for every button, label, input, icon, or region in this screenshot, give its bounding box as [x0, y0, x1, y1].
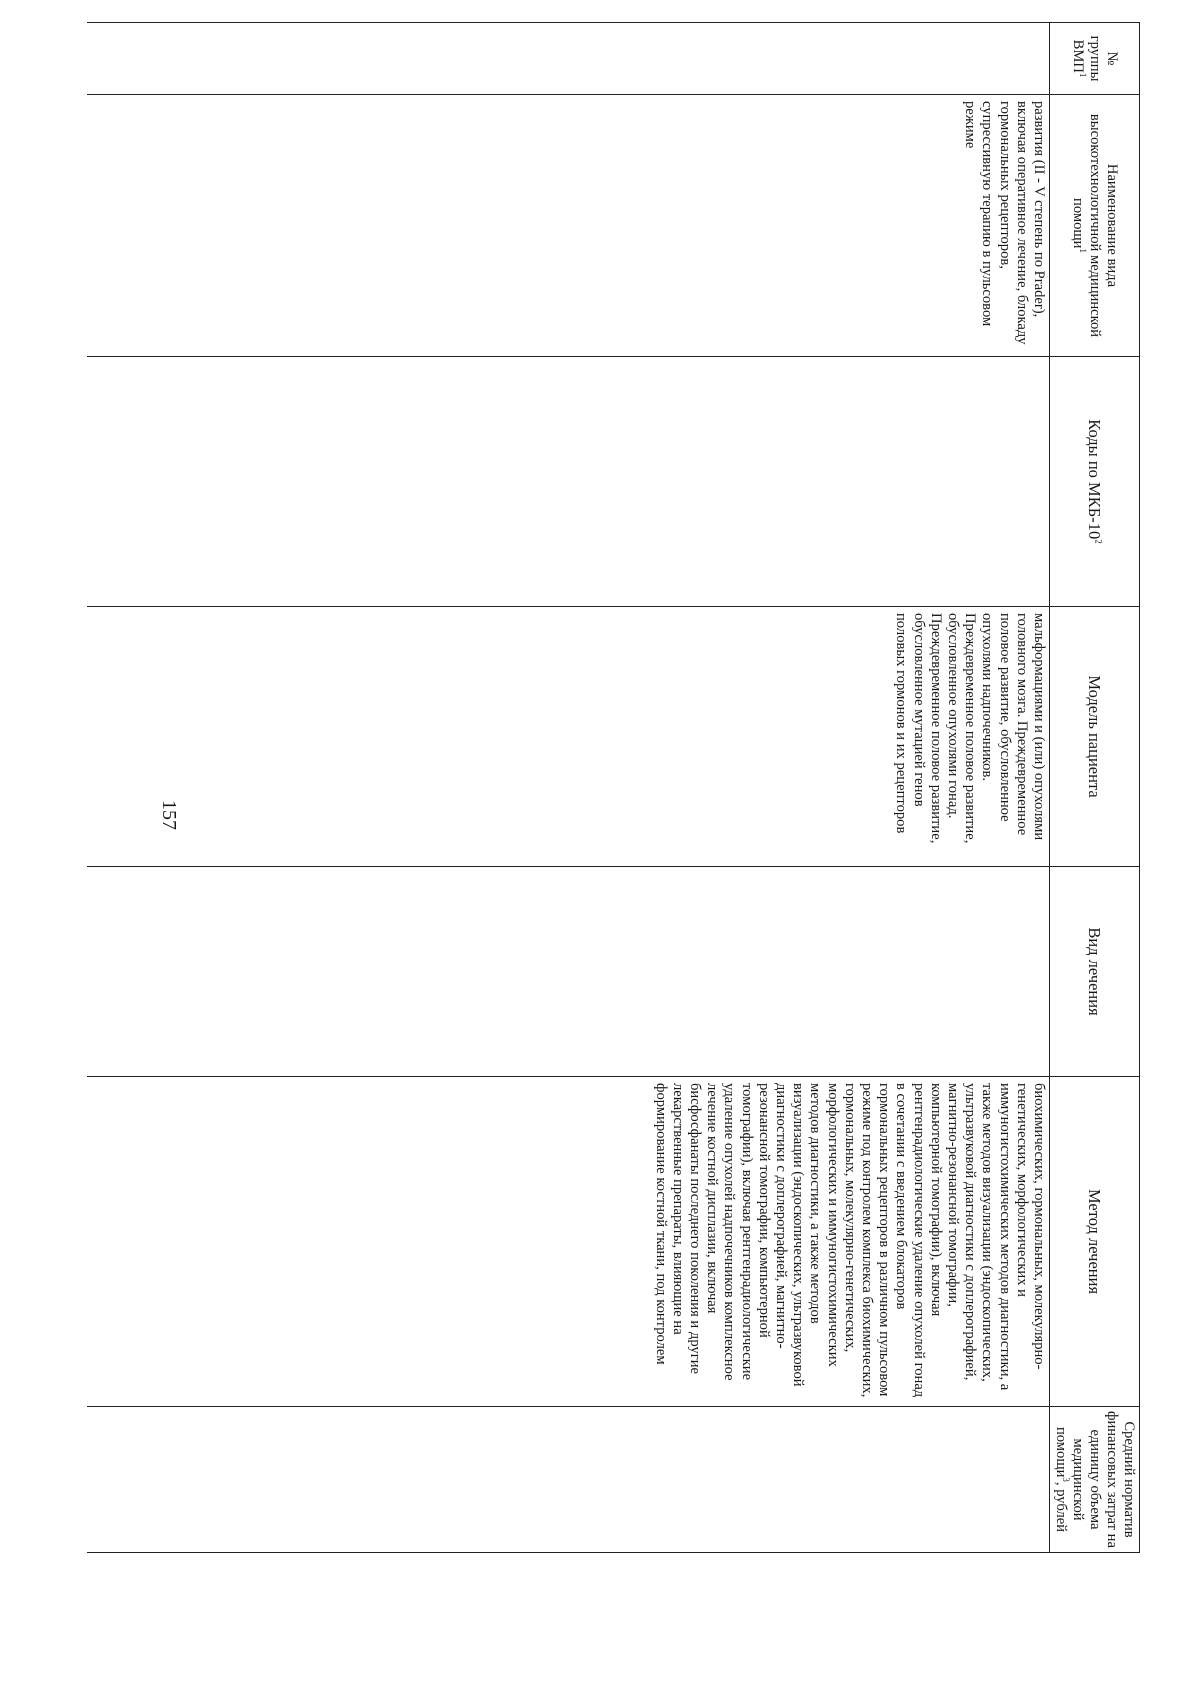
- cell-cost-norm: [87, 1407, 1050, 1553]
- cell-treatment-type: [87, 867, 1050, 1077]
- cell-vmp-name: развития (II - V степень по Prader), включая оперативное лечение, блокаду гормональных рецепторов, супрессивную терапию в пульсовом режиме: [87, 95, 1050, 357]
- cell-treatment-method: биохимических, гормональных, молекулярно-генетических, морфологических и иммуногистохимических методов диагностики, а также методов визуализации (эндоскопических, ультразвуковой диагностики с доплерографией, магнитно-резонансной томографии, компьютерной томографии), включая рентгенрадиологические удаление опухолей гонад в сочетании с введением блокаторов гормональных рецепторов в различном пульсовом режиме под контролем комплекса биохимических, гормональных, молекулярно-генетических, морфологических и иммуногистохимических методов диагностики, а также методов визуализации (эндоскопических, ультразвуковой диагностики с доплерографией, магнитно-резонансной томографии, компьютерной томографии), включая рентгенрадиологические удаление опухолей надпочечников комплексное лечение костной дисплазии, включая бисфосфанаты последнего поколения и другие лекарственные препараты, влияющие на формирование костной ткани, под контролем: [87, 1077, 1050, 1407]
- cell-patient-model: мальформациями и (или) опухолями головного мозга. Преждевременное половое развитие, обусловленное опухолями надпочечников. Преждевременное половое развитие, обусловленное опухолями гонад. Преждевременное половое развитие, обусловленное мутацией генов половых гормонов и их рецепторов: [87, 607, 1050, 867]
- cell-icd-codes: [87, 357, 1050, 607]
- header-treatment-method: Метод лечения: [1050, 1077, 1140, 1407]
- vmp-table: [87, 22, 1140, 1553]
- cell-group-no: [87, 23, 1050, 95]
- header-patient-model: Модель пациента: [1050, 607, 1140, 867]
- header-group-no: № группы ВМП$^1$: [1050, 23, 1140, 95]
- header-cost-norm: Средний норматив финансовых затрат на единицу объема медицинской помощи$^3$, рублей: [1050, 1407, 1140, 1553]
- header-icd-codes: Коды по МКБ-$10^2$: [1050, 357, 1140, 607]
- header-row: [1050, 23, 1140, 1553]
- header-treatment-type: Вид лечения: [1050, 867, 1140, 1077]
- header-vmp-name: Наименование вида высокотехнологичной медицинской помощи$^1$: [1050, 95, 1140, 357]
- page-number: 157: [158, 800, 180, 830]
- table-row: [87, 23, 1050, 1553]
- rotated-page: [50, 0, 1200, 1620]
